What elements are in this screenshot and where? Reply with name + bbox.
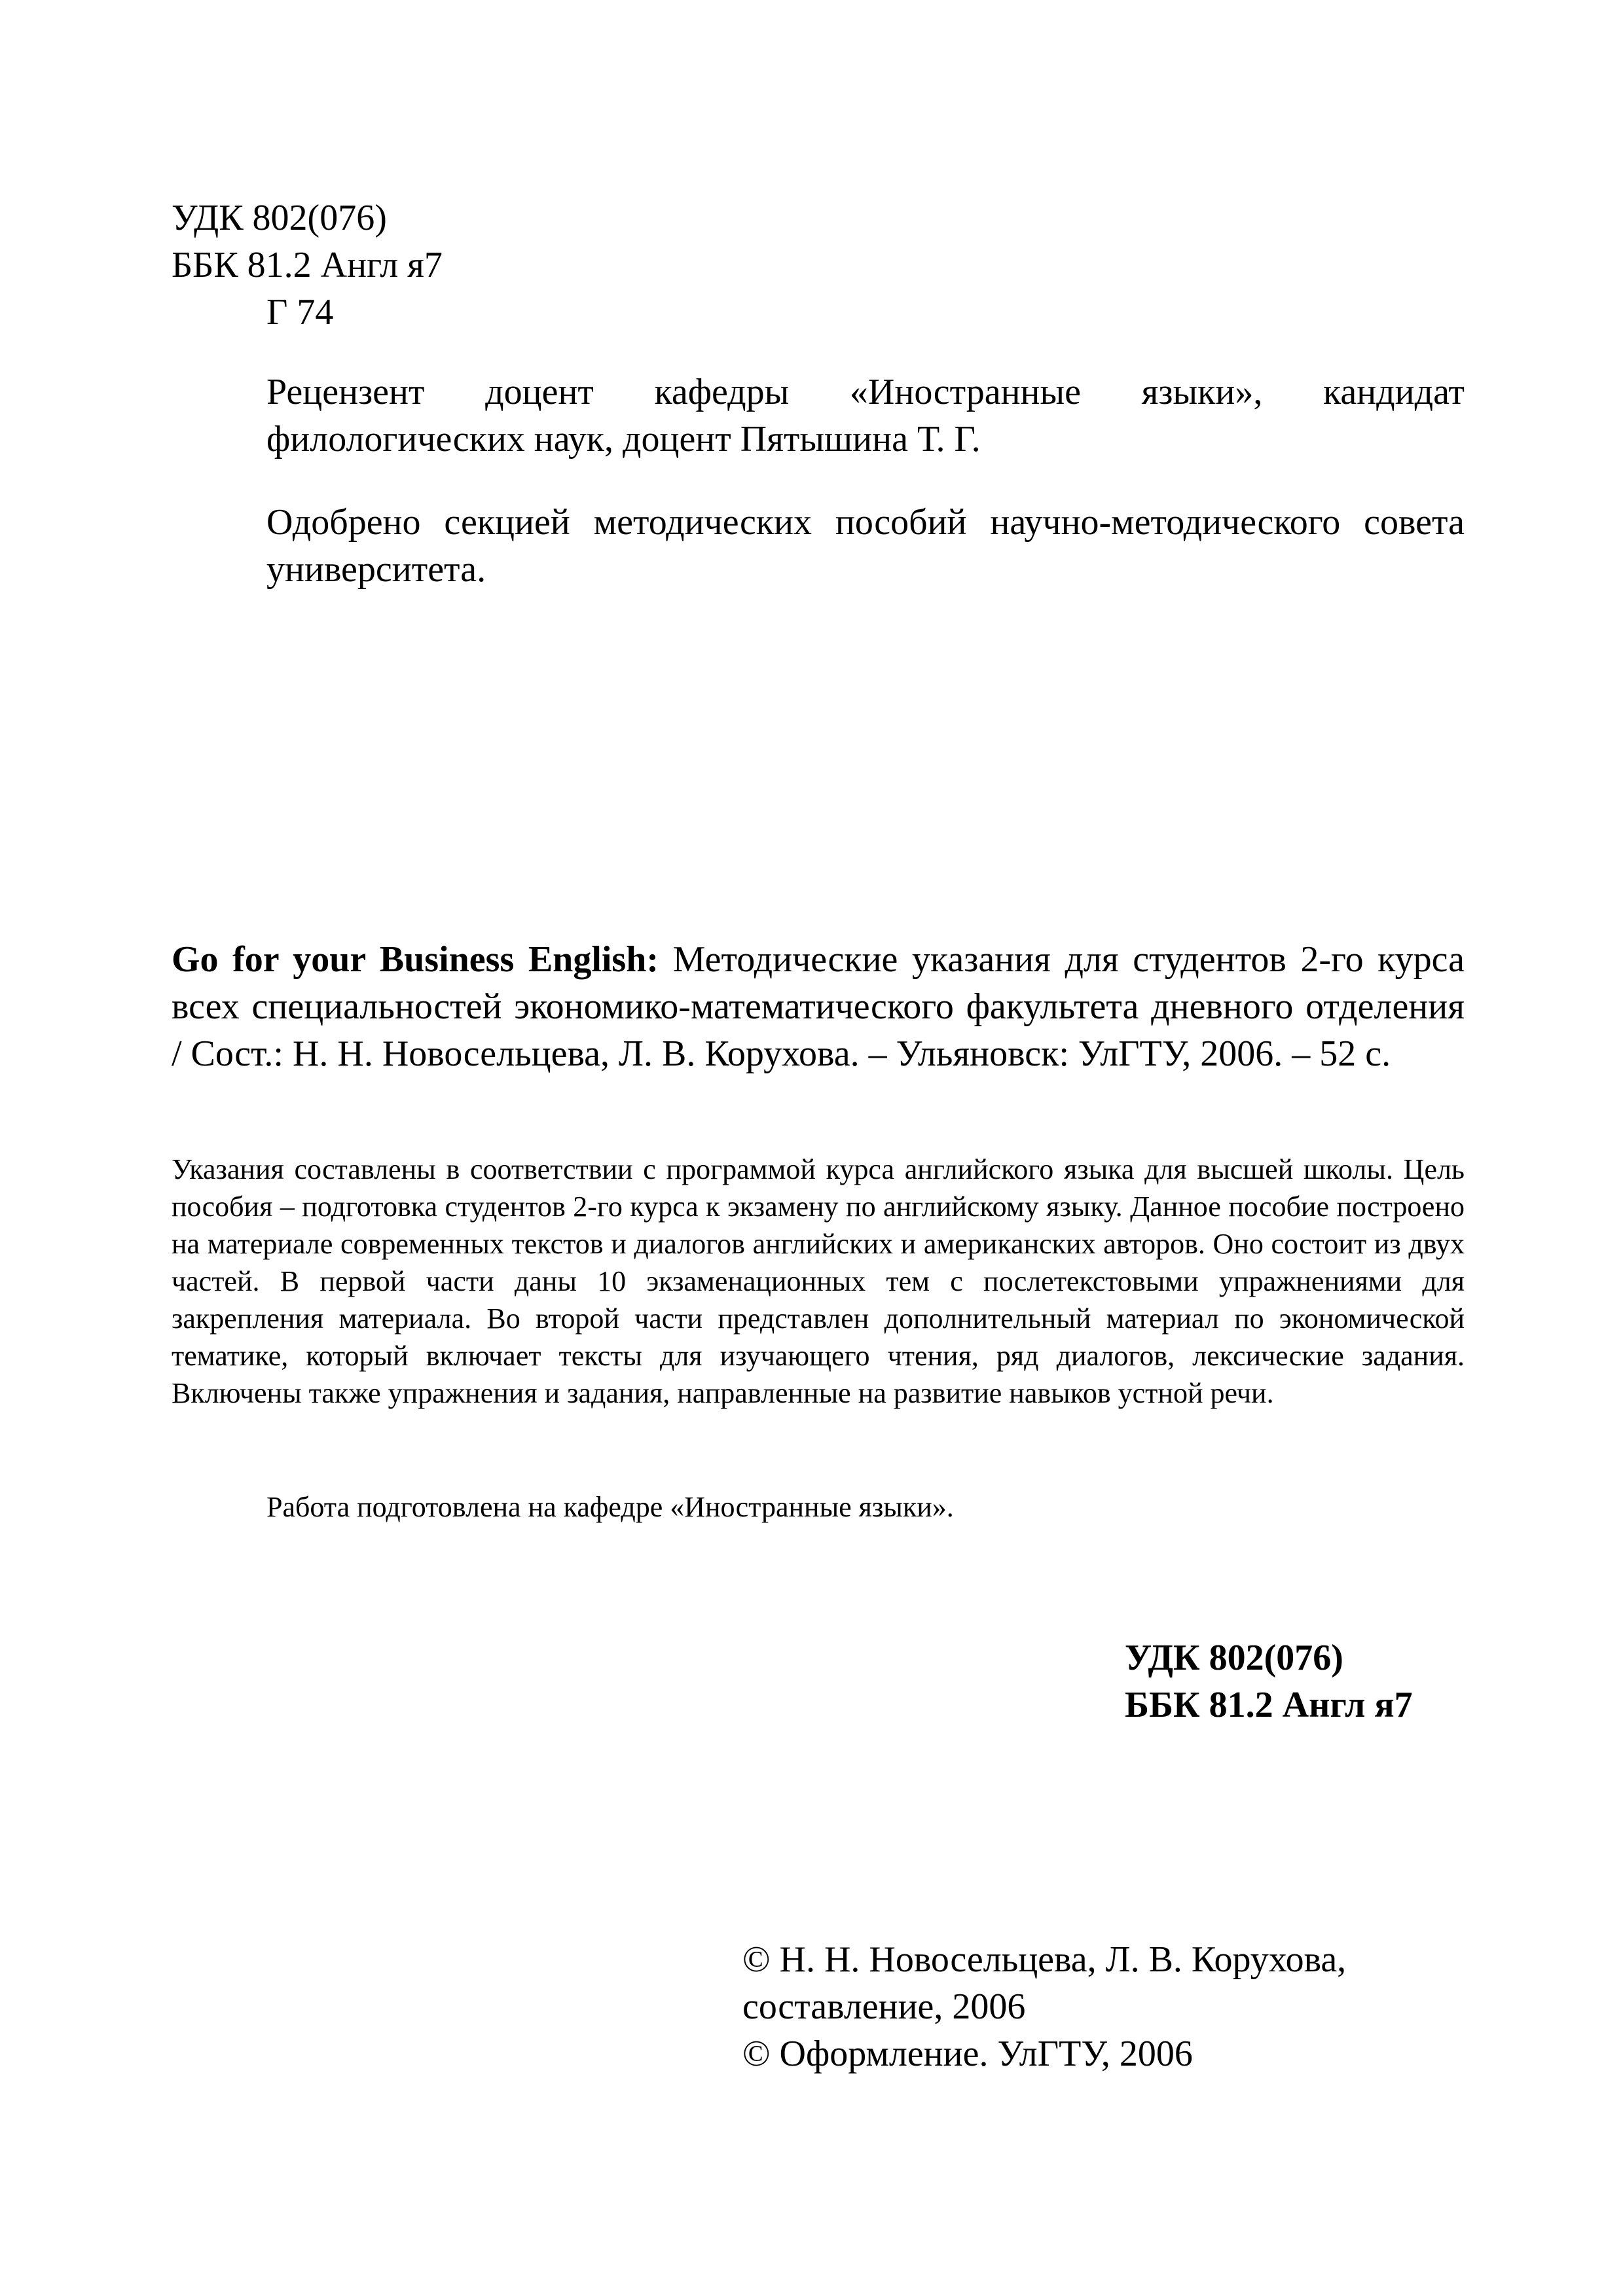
bottom-udk-code: УДК 802(076) — [1125, 1638, 1343, 1678]
department-note: Работа подготовлена на кафедре «Иностранные языки». — [266, 1491, 954, 1523]
author-mark: Г 74 — [266, 292, 334, 332]
copyright-design: © Оформление. УлГТУ, 2006 — [742, 2034, 1193, 2074]
copyright-block — [742, 1936, 1346, 2077]
top-classification-codes — [172, 194, 443, 336]
top-bbk-code: ББК 81.2 Англ я7 — [172, 245, 443, 285]
bibliographic-citation — [172, 936, 1465, 1077]
citation-body: Методические указания для студентов 2-го курса всех специальностей экономико-математического факультета дневного отделения / Сост.: Н. Н. Новосельцева, Л. В. Корухова. – Ульяновск: УлГТУ, 2006. – 52 с. — [172, 939, 1465, 1074]
reviewer-note: Рецензент доцент кафедры «Иностранные языки», кандидат филологических наук, доцент Пятышина Т. Г. — [266, 372, 1465, 459]
copyright-authors: © Н. Н. Новосельцева, Л. В. Корухова, — [742, 1939, 1347, 1980]
top-udk-code: УДК 802(076) — [172, 198, 387, 238]
bottom-classification-codes — [1125, 1634, 1413, 1729]
copyright-compilation: составление, 2006 — [742, 1986, 1026, 2027]
approval-note: Одобрено секцией методических пособий научно-методического совета университета. — [266, 502, 1465, 590]
annotation-paragraph: Указания составлены в соответствии с программой курса английского языка для высшей школы. Цель пособия – подготовка студентов 2-го курса к экзамену по английскому языку. Данное пособие построено на материале современных текстов и диалогов английских и американских авторов. Оно состоит из двух частей. В первой части даны 10 экзаменационных тем с послетекстовыми упражнениями для закрепления материала. Во второй части представлен дополнительный материал по экономической тематике, который включает тексты для изучающего чтения, ряд диалогов, лексические задания. Включены также упражнения и задания, направленные на развитие навыков устной речи. — [172, 1153, 1465, 1409]
citation-title: Go for your Business English: — [172, 939, 659, 980]
bottom-bbk-code: ББК 81.2 Англ я7 — [1125, 1685, 1413, 1725]
